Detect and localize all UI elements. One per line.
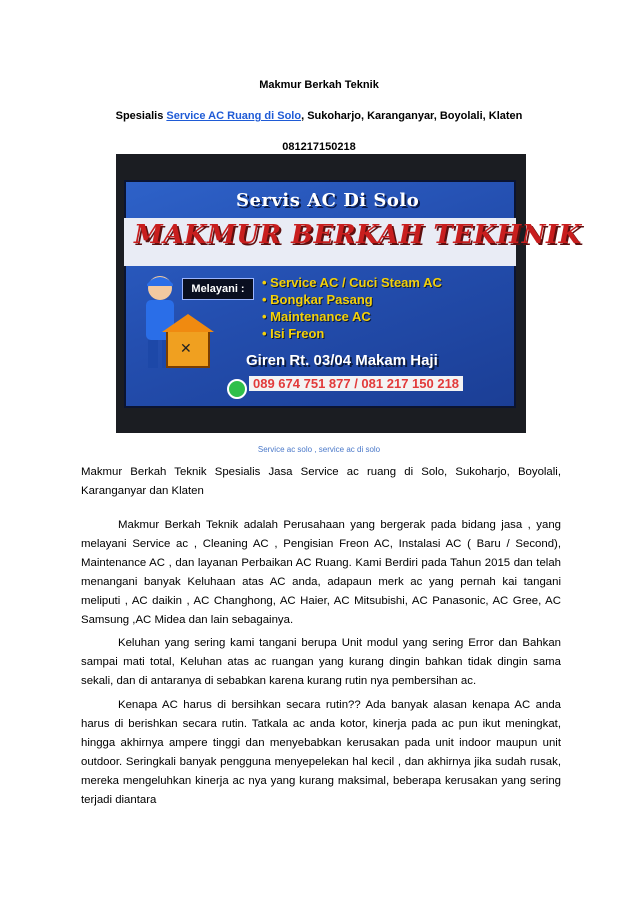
banner-phones: 089 674 751 877 / 081 217 150 218: [249, 376, 463, 391]
banner-service-item: • Maintenance AC: [262, 309, 371, 324]
page-subtitle: [0, 110, 638, 122]
paragraph-cleaning: Kenapa AC harus di bersihkan secara rutin?? Ada banyak alasan kenapa AC anda harus di berishkan secara rutin. Tatkala ac anda kotor, kinerja pada ac pun ikut meningkat, hingga akhirnya ampere tinggi dan menyebabkan kerusakan pada unit indoor maupun unit outdoor. Seringkali banyak pengguna menyepelekan hal kecil , dan akhirnya jika sudah rusak, mereka mengeluhkan kinerja ac nya yang kurang maksimal, beberapa kerusakan yang sering terjadi diantara: [81, 699, 561, 806]
banner-service-item: • Bongkar Pasang: [262, 292, 373, 307]
banner-melayani-label: Melayani :: [182, 278, 254, 300]
paragraph-intro: Makmur Berkah Teknik Spesialis Jasa Service ac ruang di Solo, Sukoharjo, Boyolali, Karanganyar dan Klaten: [81, 466, 561, 497]
phone-number: 081217150218: [282, 141, 356, 153]
banner-address: Giren Rt. 03/04 Makam Haji: [246, 352, 438, 369]
subtitle-prefix: Spesialis: [115, 110, 167, 122]
banner-service-item: • Service AC / Cuci Steam AC: [262, 275, 442, 290]
banner-service-item: • Isi Freon: [262, 326, 325, 341]
banner-photo: [116, 154, 582, 433]
service-ac-link[interactable]: Service AC Ruang di Solo: [166, 110, 302, 122]
banner-services-list: [262, 274, 442, 342]
whatsapp-icon: [227, 379, 247, 399]
paragraph-complaints: Keluhan yang sering kami tangani berupa Unit modul yang sering Error dan Bahkan sampai mati total, Keluhan atas ac ruangan yang kurang dingin bahkan tidak dingin sama sekali, dan di antaranya di sebabkan karena kurang rutin nya pembersihan ac.: [81, 637, 561, 687]
banner: [124, 180, 582, 408]
banner-servis-text: Servis AC Di Solo: [236, 190, 420, 211]
house-tools-icon: ✕: [166, 330, 210, 368]
banner-brand: MAKMUR BERKAH TEKHNIK: [134, 220, 582, 250]
paragraph-about: Makmur Berkah Teknik adalah Perusahaan yang bergerak pada bidang jasa , yang melayani Service ac , Cleaning AC , Pengisian Freon AC, Instalasi AC ( Baru / Second), Maintenance AC , dan layanan Perbaikan AC Ruang. Kami Berdiri pada Tahun 2015 dan telah menangani banyak Keluhaan atas AC anda, adapaun merk ac yang pernah kai tangani meliputi , AC daikin , AC Changhong, AC Haier, AC Mitsubishi, AC Panasonic, AC Gree, AC Samsung ,AC Midea dan lain sebagainya.: [81, 519, 561, 626]
image-caption: Service ac solo , service ac di solo: [257, 445, 381, 454]
page-title: Makmur Berkah Teknik: [259, 79, 379, 91]
subtitle-suffix: , Sukoharjo, Karanganyar, Boyolali, Klaten: [301, 110, 523, 122]
